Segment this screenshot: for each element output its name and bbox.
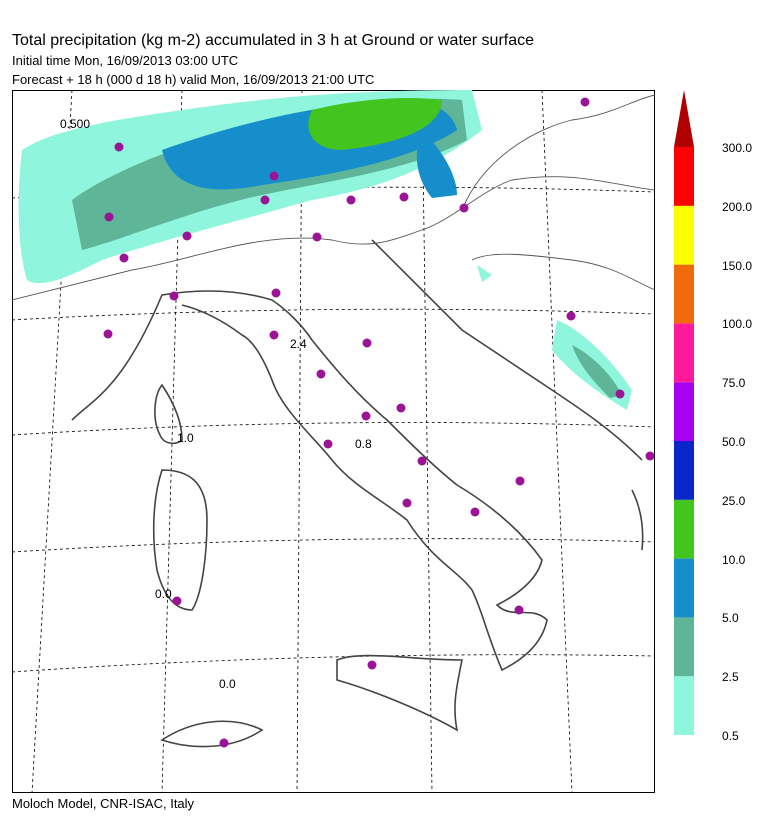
station-marker <box>115 143 124 152</box>
station-marker <box>173 597 182 606</box>
colorbar-segment <box>674 441 694 500</box>
colorbar-segment <box>674 676 694 735</box>
station-marker <box>261 196 270 205</box>
precipitation-map <box>12 90 655 793</box>
colorbar-label: 200.0 <box>722 199 753 214</box>
colorbar-segment <box>674 617 694 676</box>
station-marker <box>515 606 524 615</box>
station-marker <box>646 452 655 461</box>
station-marker <box>516 477 525 486</box>
station-marker <box>347 196 356 205</box>
colorbar-label: 10.0 <box>722 552 746 567</box>
colorbar-segment <box>674 323 694 382</box>
station-marker <box>104 330 113 339</box>
colorbar-label: 100.0 <box>722 317 753 332</box>
station-marker <box>317 370 326 379</box>
station-marker <box>272 289 281 298</box>
model-credit: Moloch Model, CNR-ISAC, Italy <box>12 796 195 811</box>
station-marker <box>567 312 576 321</box>
colorbar-segment <box>674 265 694 324</box>
colorbar-label: 50.0 <box>722 435 746 449</box>
station-marker <box>324 440 333 449</box>
station-marker <box>460 204 469 213</box>
station-marker <box>183 232 192 241</box>
station-marker <box>120 254 129 263</box>
initial-time: Initial time Mon, 16/09/2013 03:00 UTC <box>12 53 239 68</box>
station-marker <box>363 339 372 348</box>
colorbar-segment <box>674 559 694 618</box>
colorbar-arrow <box>674 90 694 147</box>
station-marker <box>220 739 229 748</box>
colorbar-label: 5.0 <box>722 611 739 626</box>
colorbar-legend <box>670 85 700 740</box>
forecast-time: Forecast + 18 h (000 d 18 h) valid Mon, 16/09/2013 21:00 UTC <box>12 72 375 87</box>
colorbar-segment <box>674 206 694 265</box>
map-title: Total precipitation (kg m-2) accumulated in 3 h at Ground or water surface <box>12 32 535 49</box>
station-marker <box>471 508 480 517</box>
contour-label: 0.500 <box>60 117 91 131</box>
station-marker <box>105 213 114 222</box>
colorbar-segment <box>674 500 694 559</box>
station-marker <box>313 233 322 242</box>
colorbar-label: 0.5 <box>722 729 739 743</box>
colorbar-label: 75.0 <box>722 376 746 391</box>
colorbar-label: 2.5 <box>722 670 739 685</box>
station-marker <box>270 172 279 181</box>
colorbar-segment <box>674 382 694 441</box>
station-marker <box>400 193 409 202</box>
station-marker <box>170 292 179 301</box>
colorbar-label: 150.0 <box>722 258 753 273</box>
station-marker <box>270 331 279 340</box>
contour-label: 1.0 <box>177 431 194 445</box>
contour-label: 0.0 <box>155 587 172 601</box>
station-marker <box>418 457 427 466</box>
contour-label: 0.8 <box>355 437 372 451</box>
station-marker <box>362 412 371 421</box>
contour-label: 2.4 <box>290 337 307 351</box>
colorbar-segment <box>674 147 694 206</box>
station-marker <box>616 390 625 399</box>
colorbar-label: 25.0 <box>722 493 746 508</box>
station-marker <box>397 404 406 413</box>
contour-label: 0.0 <box>219 677 236 691</box>
colorbar-label: 300.0 <box>722 141 753 155</box>
station-marker <box>368 661 377 670</box>
station-marker <box>403 499 412 508</box>
station-marker <box>581 98 590 107</box>
